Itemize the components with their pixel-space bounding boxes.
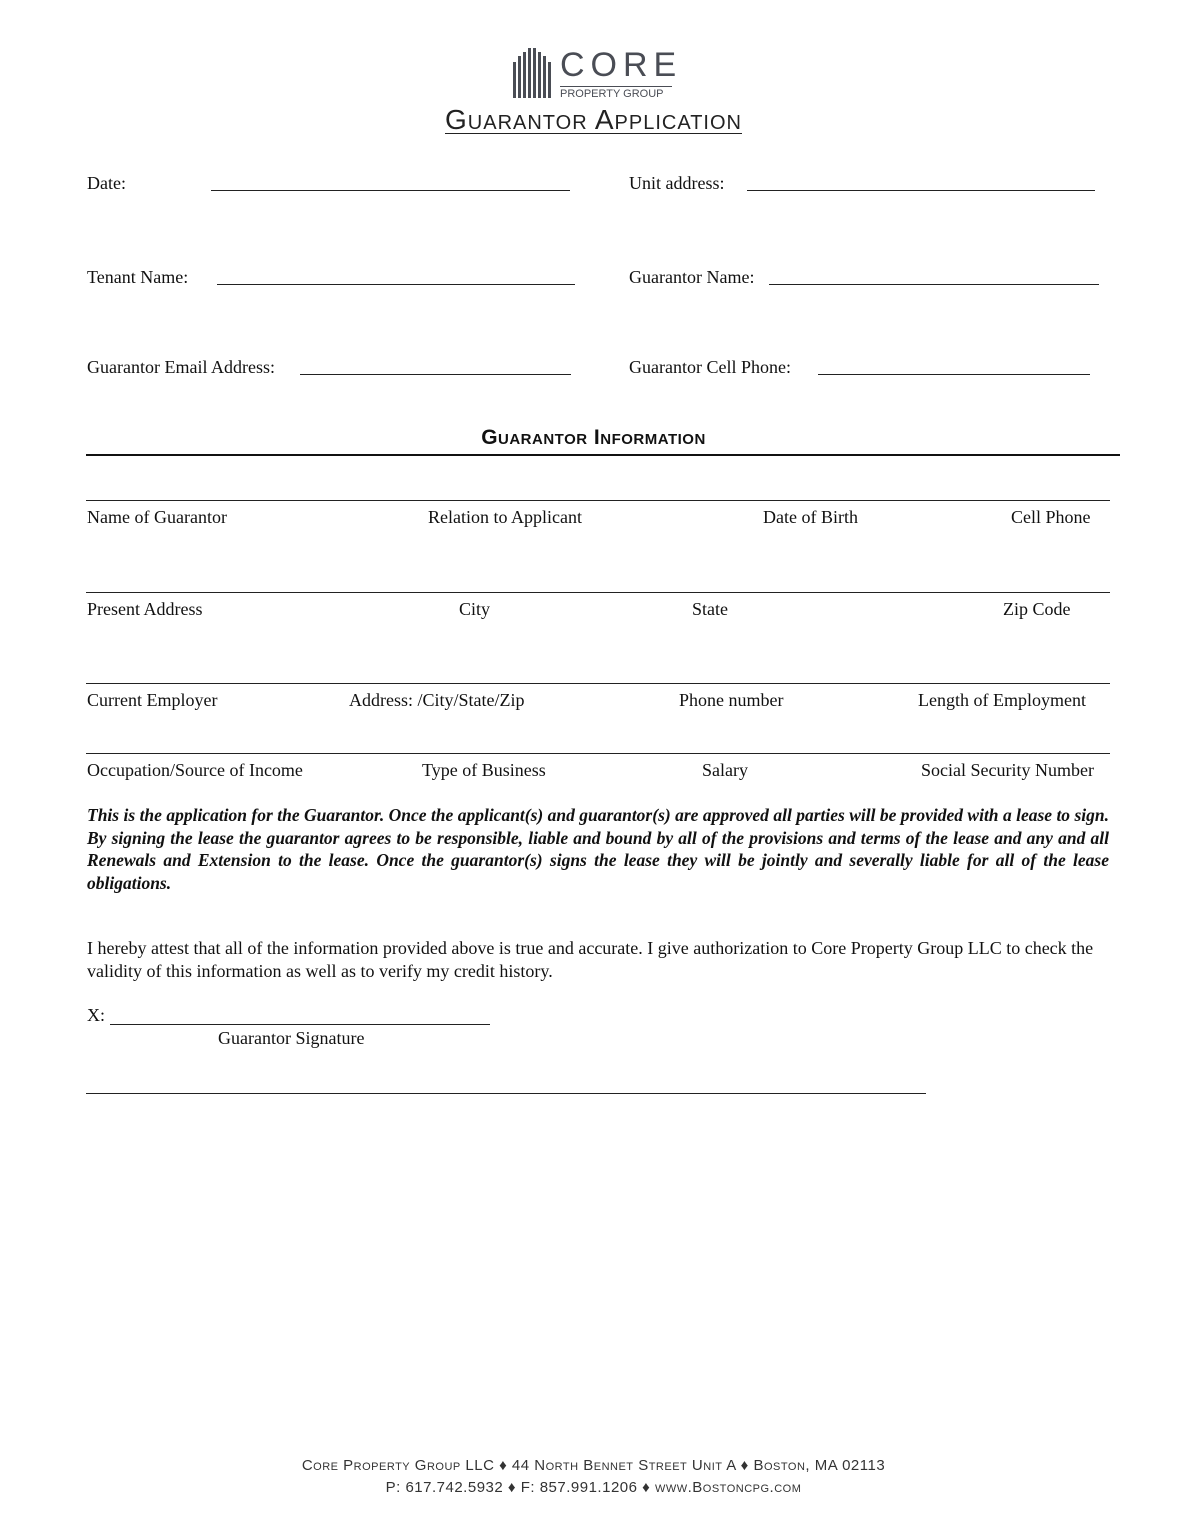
guarantor-info-row-1-field[interactable]: [86, 500, 1110, 501]
signature-field[interactable]: [110, 1024, 490, 1025]
signature-label: Guarantor Signature: [218, 1028, 365, 1048]
footer-contact: P: 617.742.5932 ♦ F: 857.991.1206 ♦ www.Bostoncpg.com: [385, 1479, 802, 1496]
date-label: Date:: [87, 173, 126, 193]
guarantor-cell-label: Guarantor Cell Phone:: [629, 357, 791, 377]
guarantor-cell-field[interactable]: [818, 374, 1090, 375]
page-title: Guarantor Application: [445, 104, 742, 135]
logo-wordmark: CORE: [560, 46, 683, 84]
row4-col3-label: Salary: [702, 760, 748, 780]
row3-col4-label: Length of Employment: [918, 690, 1086, 710]
guarantor-name-label: Guarantor Name:: [629, 267, 755, 287]
row2-col2-label: City: [459, 599, 491, 619]
disclaimer-text: This is the application for the Guarantor. Once the applicant(s) and guarantor(s) are approved all parties will be provided with a lease to sign. By signing the lease the guarantor agrees to be responsible, liable and bound by all of the provisions and terms of the lease and any and all Renewals and Extension to the lease. Once the guarantor(s) signs the lease they will be jointly and severally liable for all of the lease obligations.: [87, 805, 1109, 893]
attestation-text: I hereby attest that all of the information provided above is true and accurate. I give authorization to Core Property Group LLC to check the validity of this information as well as to verify my credit history.: [87, 938, 1094, 981]
row4-col4-label: Social Security Number: [921, 760, 1094, 780]
guarantor-email-label: Guarantor Email Address:: [87, 357, 275, 377]
row3-col1-label: Current Employer: [87, 690, 218, 710]
row3-col3-label: Phone number: [679, 690, 784, 710]
extra-signature-line[interactable]: [86, 1093, 926, 1094]
row4-col1-label: Occupation/Source of Income: [87, 760, 303, 780]
section-title: Guarantor Information: [481, 426, 706, 449]
row3-col2-label: Address: /City/State/Zip: [349, 690, 525, 710]
row4-col2-label: Type of Business: [422, 760, 546, 780]
row2-col4-label: Zip Code: [1003, 599, 1071, 619]
signature-prefix: X:: [87, 1005, 105, 1025]
tenant-name-label: Tenant Name:: [87, 267, 189, 287]
row1-col2-label: Relation to Applicant: [428, 507, 582, 527]
guarantor-info-row-3-field[interactable]: [86, 683, 1110, 684]
row2-col1-label: Present Address: [87, 599, 203, 619]
row1-col1-label: Name of Guarantor: [87, 507, 227, 527]
tenant-name-field[interactable]: [217, 284, 575, 285]
guarantor-info-row-2-field[interactable]: [86, 592, 1110, 593]
unit-address-label: Unit address:: [629, 173, 725, 193]
row1-col3-label: Date of Birth: [763, 507, 858, 527]
unit-address-field[interactable]: [747, 190, 1095, 191]
guarantor-name-field[interactable]: [769, 284, 1099, 285]
section-divider: [86, 454, 1120, 456]
logo-subtitle: PROPERTY GROUP: [560, 86, 672, 100]
footer-address: Core Property Group LLC ♦ 44 North Bennet Street Unit A ♦ Boston, MA 02113: [301, 1457, 886, 1474]
guarantor-email-field[interactable]: [300, 374, 571, 375]
guarantor-info-row-4-field[interactable]: [86, 753, 1110, 754]
logo-bars-icon: [513, 48, 555, 98]
date-field[interactable]: [211, 190, 570, 191]
row1-col4-label: Cell Phone: [1011, 507, 1091, 527]
row2-col3-label: State: [692, 599, 728, 619]
